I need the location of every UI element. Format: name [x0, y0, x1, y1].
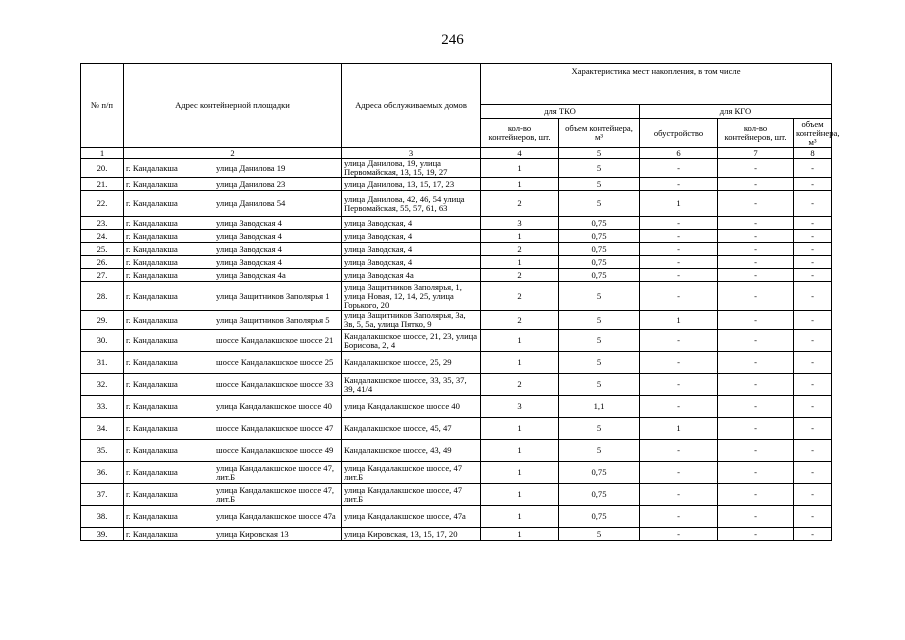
served-houses: улица Данилова, 19, улица Первомайская, 13, 15, 19, 27	[342, 159, 481, 178]
kgo-equipment: -	[640, 396, 718, 418]
street: улица Кировская 13	[216, 528, 289, 539]
table-row	[81, 217, 832, 230]
container-site-address	[124, 484, 342, 506]
kgo-count: -	[718, 159, 794, 178]
table-row	[81, 484, 832, 506]
kgo-count: -	[718, 418, 794, 440]
city: г. Кандалакша	[126, 314, 178, 325]
table-row	[81, 243, 832, 256]
container-site-address	[124, 506, 342, 528]
tko-count: 1	[481, 230, 559, 243]
row-num: 32.	[81, 374, 124, 396]
kgo-count: -	[718, 243, 794, 256]
city: г. Кандалакша	[126, 401, 178, 411]
col-number: 4	[481, 148, 559, 159]
served-houses: Кандалакшское шоссе, 21, 23, улица Борисова, 2, 4	[342, 330, 481, 352]
served-houses: Кандалакшское шоссе, 25, 29	[342, 352, 481, 374]
served-houses: улица Заводская, 4	[342, 217, 481, 230]
kgo-volume: -	[794, 282, 832, 311]
tko-volume: 5	[559, 374, 640, 396]
served-houses: Кандалакшское шоссе, 33, 35, 37, 39, 41/4	[342, 374, 481, 396]
container-site-address	[124, 282, 342, 311]
header-characteristics: Характеристика мест накопления, в том числе	[481, 64, 832, 105]
city: г. Кандалакша	[126, 290, 178, 301]
header-houses: Адреса обслуживаемых домов	[342, 64, 481, 148]
container-site-address	[124, 243, 342, 256]
street: шоссе Кандалакшское шоссе 49	[216, 445, 334, 455]
table-body	[81, 159, 832, 541]
kgo-equipment: -	[640, 243, 718, 256]
header-kgo: для КГО	[640, 105, 832, 119]
tko-count: 1	[481, 159, 559, 178]
tko-volume: 1,1	[559, 396, 640, 418]
header-address: Адрес контейнерной площадки	[124, 64, 342, 148]
kgo-volume: -	[794, 311, 832, 330]
city: г. Кандалакша	[126, 511, 178, 521]
served-houses: улица Защитников Заполярья, 1, улица Новая, 12, 14, 25, улица Горького, 20	[342, 282, 481, 311]
header-kgo-equipment: обустройство	[640, 119, 718, 148]
served-houses: улица Кандалакшское шоссе, 47 лит.Б	[342, 462, 481, 484]
city: г. Кандалакша	[126, 230, 178, 241]
kgo-equipment: 1	[640, 191, 718, 217]
served-houses: улица Заводская, 4	[342, 243, 481, 256]
table-row	[81, 506, 832, 528]
city: г. Кандалакша	[126, 269, 178, 280]
container-site-address	[124, 159, 342, 178]
table-row	[81, 528, 832, 541]
kgo-volume: -	[794, 506, 832, 528]
city: г. Кандалакша	[126, 178, 178, 189]
row-num: 21.	[81, 178, 124, 191]
table-row	[81, 159, 832, 178]
kgo-volume: -	[794, 191, 832, 217]
kgo-count: -	[718, 282, 794, 311]
col-number: 5	[559, 148, 640, 159]
container-site-address	[124, 440, 342, 462]
tko-count: 1	[481, 330, 559, 352]
kgo-volume: -	[794, 396, 832, 418]
container-site-address	[124, 191, 342, 217]
row-num: 38.	[81, 506, 124, 528]
container-site-address	[124, 352, 342, 374]
served-houses: улица Данилова, 13, 15, 17, 23	[342, 178, 481, 191]
served-houses: Кандалакшское шоссе, 45, 47	[342, 418, 481, 440]
kgo-count: -	[718, 256, 794, 269]
tko-volume: 5	[559, 418, 640, 440]
served-houses: улица Заводская, 4	[342, 230, 481, 243]
row-num: 29.	[81, 311, 124, 330]
kgo-equipment: -	[640, 217, 718, 230]
tko-count: 3	[481, 396, 559, 418]
street: улица Защитников Заполярья 5	[216, 314, 330, 325]
kgo-count: -	[718, 230, 794, 243]
col-number: 1	[81, 148, 124, 159]
tko-volume: 0,75	[559, 230, 640, 243]
table-row	[81, 440, 832, 462]
container-site-address	[124, 311, 342, 330]
kgo-volume: -	[794, 330, 832, 352]
kgo-volume: -	[794, 484, 832, 506]
city: г. Кандалакша	[126, 528, 178, 539]
kgo-volume: -	[794, 256, 832, 269]
page-number: 246	[441, 32, 464, 48]
tko-count: 1	[481, 506, 559, 528]
kgo-count: -	[718, 506, 794, 528]
kgo-equipment: -	[640, 159, 718, 178]
kgo-volume: -	[794, 418, 832, 440]
col-number: 3	[342, 148, 481, 159]
table-header	[81, 64, 840, 159]
tko-volume: 0,75	[559, 484, 640, 506]
container-site-address	[124, 269, 342, 282]
tko-volume: 5	[559, 528, 640, 541]
kgo-volume: -	[794, 217, 832, 230]
row-num: 31.	[81, 352, 124, 374]
container-site-address	[124, 330, 342, 352]
street: улица Данилова 54	[216, 198, 286, 208]
street: улица Кандалакшское шоссе 40	[216, 401, 332, 411]
container-site-address	[124, 396, 342, 418]
kgo-count: -	[718, 217, 794, 230]
kgo-volume: -	[794, 374, 832, 396]
tko-count: 2	[481, 374, 559, 396]
kgo-count: -	[718, 269, 794, 282]
tko-count: 1	[481, 528, 559, 541]
street: шоссе Кандалакшское шоссе 21	[216, 335, 334, 345]
kgo-volume: -	[794, 159, 832, 178]
city: г. Кандалакша	[126, 198, 178, 208]
served-houses: улица Заводская 4а	[342, 269, 481, 282]
row-num: 30.	[81, 330, 124, 352]
kgo-equipment: 1	[640, 311, 718, 330]
city: г. Кандалакша	[126, 357, 178, 367]
tko-count: 1	[481, 178, 559, 191]
header-kgo-count: кол-во контейнеров, шт.	[718, 119, 794, 148]
street: улица Заводская 4	[216, 243, 282, 254]
container-site-address	[124, 374, 342, 396]
row-num: 27.	[81, 269, 124, 282]
header-num: № п/п	[81, 64, 124, 148]
kgo-equipment: -	[640, 269, 718, 282]
tko-volume: 5	[559, 352, 640, 374]
street: шоссе Кандалакшское шоссе 47	[216, 423, 334, 433]
table-row	[81, 269, 832, 282]
street: шоссе Кандалакшское шоссе 25	[216, 357, 334, 367]
kgo-count: -	[718, 484, 794, 506]
kgo-count: -	[718, 462, 794, 484]
kgo-count: -	[718, 330, 794, 352]
kgo-volume: -	[794, 352, 832, 374]
city: г. Кандалакша	[126, 423, 178, 433]
street: улица Кандалакшское шоссе 47, лит.Б	[216, 484, 335, 504]
city: г. Кандалакша	[126, 217, 178, 228]
kgo-equipment: -	[640, 178, 718, 191]
container-site-address	[124, 178, 342, 191]
tko-count: 1	[481, 484, 559, 506]
kgo-volume: -	[794, 269, 832, 282]
tko-count: 3	[481, 217, 559, 230]
tko-count: 2	[481, 311, 559, 330]
row-num: 33.	[81, 396, 124, 418]
table-row	[81, 396, 832, 418]
city: г. Кандалакша	[126, 445, 178, 455]
tko-count: 1	[481, 256, 559, 269]
row-num: 23.	[81, 217, 124, 230]
tko-count: 2	[481, 269, 559, 282]
city: г. Кандалакша	[126, 335, 178, 345]
city: г. Кандалакша	[126, 467, 178, 477]
tko-volume: 5	[559, 178, 640, 191]
tko-volume: 5	[559, 191, 640, 217]
kgo-equipment: -	[640, 230, 718, 243]
container-site-address	[124, 230, 342, 243]
kgo-volume: -	[794, 230, 832, 243]
served-houses: улица Заводская, 4	[342, 256, 481, 269]
row-num: 28.	[81, 282, 124, 311]
kgo-count: -	[718, 440, 794, 462]
kgo-count: -	[718, 178, 794, 191]
street: улица Данилова 23	[216, 178, 286, 189]
tko-count: 1	[481, 352, 559, 374]
kgo-equipment: -	[640, 330, 718, 352]
kgo-equipment: -	[640, 374, 718, 396]
tko-count: 1	[481, 418, 559, 440]
tko-volume: 5	[559, 330, 640, 352]
kgo-count: -	[718, 311, 794, 330]
tko-count: 2	[481, 243, 559, 256]
table-row	[81, 178, 832, 191]
header-kgo-volume: объем контейнера, м³	[794, 119, 832, 148]
table-row	[81, 256, 832, 269]
row-num: 25.	[81, 243, 124, 256]
city: г. Кандалакша	[126, 162, 178, 173]
table-row	[81, 282, 832, 311]
container-site-address	[124, 418, 342, 440]
tko-volume: 0,75	[559, 243, 640, 256]
street: улица Данилова 19	[216, 162, 286, 173]
header-tko-volume: объем контейнера, м³	[559, 119, 640, 148]
served-houses: улица Кировская, 13, 15, 17, 20	[342, 528, 481, 541]
kgo-equipment: -	[640, 256, 718, 269]
table-row	[81, 330, 832, 352]
served-houses: улица Кандалакшское шоссе 40	[342, 396, 481, 418]
container-site-address	[124, 217, 342, 230]
street: улица Защитников Заполярья 1	[216, 290, 330, 301]
kgo-count: -	[718, 528, 794, 541]
kgo-volume: -	[794, 462, 832, 484]
served-houses: Кандалакшское шоссе, 43, 49	[342, 440, 481, 462]
container-site-address	[124, 462, 342, 484]
street: улица Заводская 4	[216, 230, 282, 241]
kgo-equipment: -	[640, 528, 718, 541]
tko-count: 1	[481, 440, 559, 462]
tko-count: 1	[481, 462, 559, 484]
street: шоссе Кандалакшское шоссе 33	[216, 379, 334, 389]
tko-volume: 5	[559, 282, 640, 311]
kgo-volume: -	[794, 528, 832, 541]
served-houses: улица Данилова, 42, 46, 54 улица Первомайская, 55, 57, 61, 63	[342, 191, 481, 217]
tko-volume: 5	[559, 440, 640, 462]
city: г. Кандалакша	[126, 256, 178, 267]
col-number: 7	[718, 148, 794, 159]
table-row	[81, 352, 832, 374]
street: улица Кандалакшское шоссе 47, лит.Б	[216, 462, 335, 482]
city: г. Кандалакша	[126, 243, 178, 254]
kgo-equipment: -	[640, 484, 718, 506]
tko-volume: 5	[559, 159, 640, 178]
served-houses: улица Защитников Заполярья, 3а, 3в, 5, 5а, улица Пятко, 9	[342, 311, 481, 330]
tko-count: 2	[481, 191, 559, 217]
tko-volume: 0,75	[559, 269, 640, 282]
kgo-equipment: -	[640, 282, 718, 311]
served-houses: улица Кандалакшское шоссе, 47 лит.Б	[342, 484, 481, 506]
street: улица Заводская 4	[216, 256, 282, 267]
street: улица Кандалакшское шоссе 47а	[216, 511, 336, 521]
col-number: 2	[124, 148, 342, 159]
kgo-equipment: -	[640, 440, 718, 462]
registry-table	[80, 63, 840, 541]
kgo-equipment: -	[640, 506, 718, 528]
row-num: 37.	[81, 484, 124, 506]
street: улица Заводская 4	[216, 217, 282, 228]
city: г. Кандалакша	[126, 379, 178, 389]
row-num: 39.	[81, 528, 124, 541]
table-row	[81, 462, 832, 484]
row-num: 24.	[81, 230, 124, 243]
kgo-count: -	[718, 396, 794, 418]
row-num: 36.	[81, 462, 124, 484]
tko-volume: 0,75	[559, 217, 640, 230]
tko-volume: 0,75	[559, 506, 640, 528]
container-site-address	[124, 256, 342, 269]
kgo-equipment: -	[640, 462, 718, 484]
table-row	[81, 418, 832, 440]
row-num: 22.	[81, 191, 124, 217]
container-site-address	[124, 528, 342, 541]
tko-volume: 0,75	[559, 256, 640, 269]
col-number: 8	[794, 148, 832, 159]
table-row	[81, 311, 832, 330]
kgo-equipment: -	[640, 352, 718, 374]
col-number: 6	[640, 148, 718, 159]
table-row	[81, 230, 832, 243]
row-num: 20.	[81, 159, 124, 178]
tko-volume: 5	[559, 311, 640, 330]
tko-count: 2	[481, 282, 559, 311]
tko-volume: 0,75	[559, 462, 640, 484]
kgo-volume: -	[794, 243, 832, 256]
table-row	[81, 191, 832, 217]
table-row	[81, 374, 832, 396]
kgo-count: -	[718, 352, 794, 374]
street: улица Заводская 4а	[216, 269, 286, 280]
row-num: 34.	[81, 418, 124, 440]
kgo-volume: -	[794, 178, 832, 191]
kgo-volume: -	[794, 440, 832, 462]
city: г. Кандалакша	[126, 489, 178, 499]
served-houses: улица Кандалакшское шоссе, 47а	[342, 506, 481, 528]
kgo-count: -	[718, 374, 794, 396]
header-tko: для ТКО	[481, 105, 640, 119]
row-num: 26.	[81, 256, 124, 269]
row-num: 35.	[81, 440, 124, 462]
kgo-equipment: 1	[640, 418, 718, 440]
header-tko-count: кол-во контейнеров, шт.	[481, 119, 559, 148]
kgo-count: -	[718, 191, 794, 217]
